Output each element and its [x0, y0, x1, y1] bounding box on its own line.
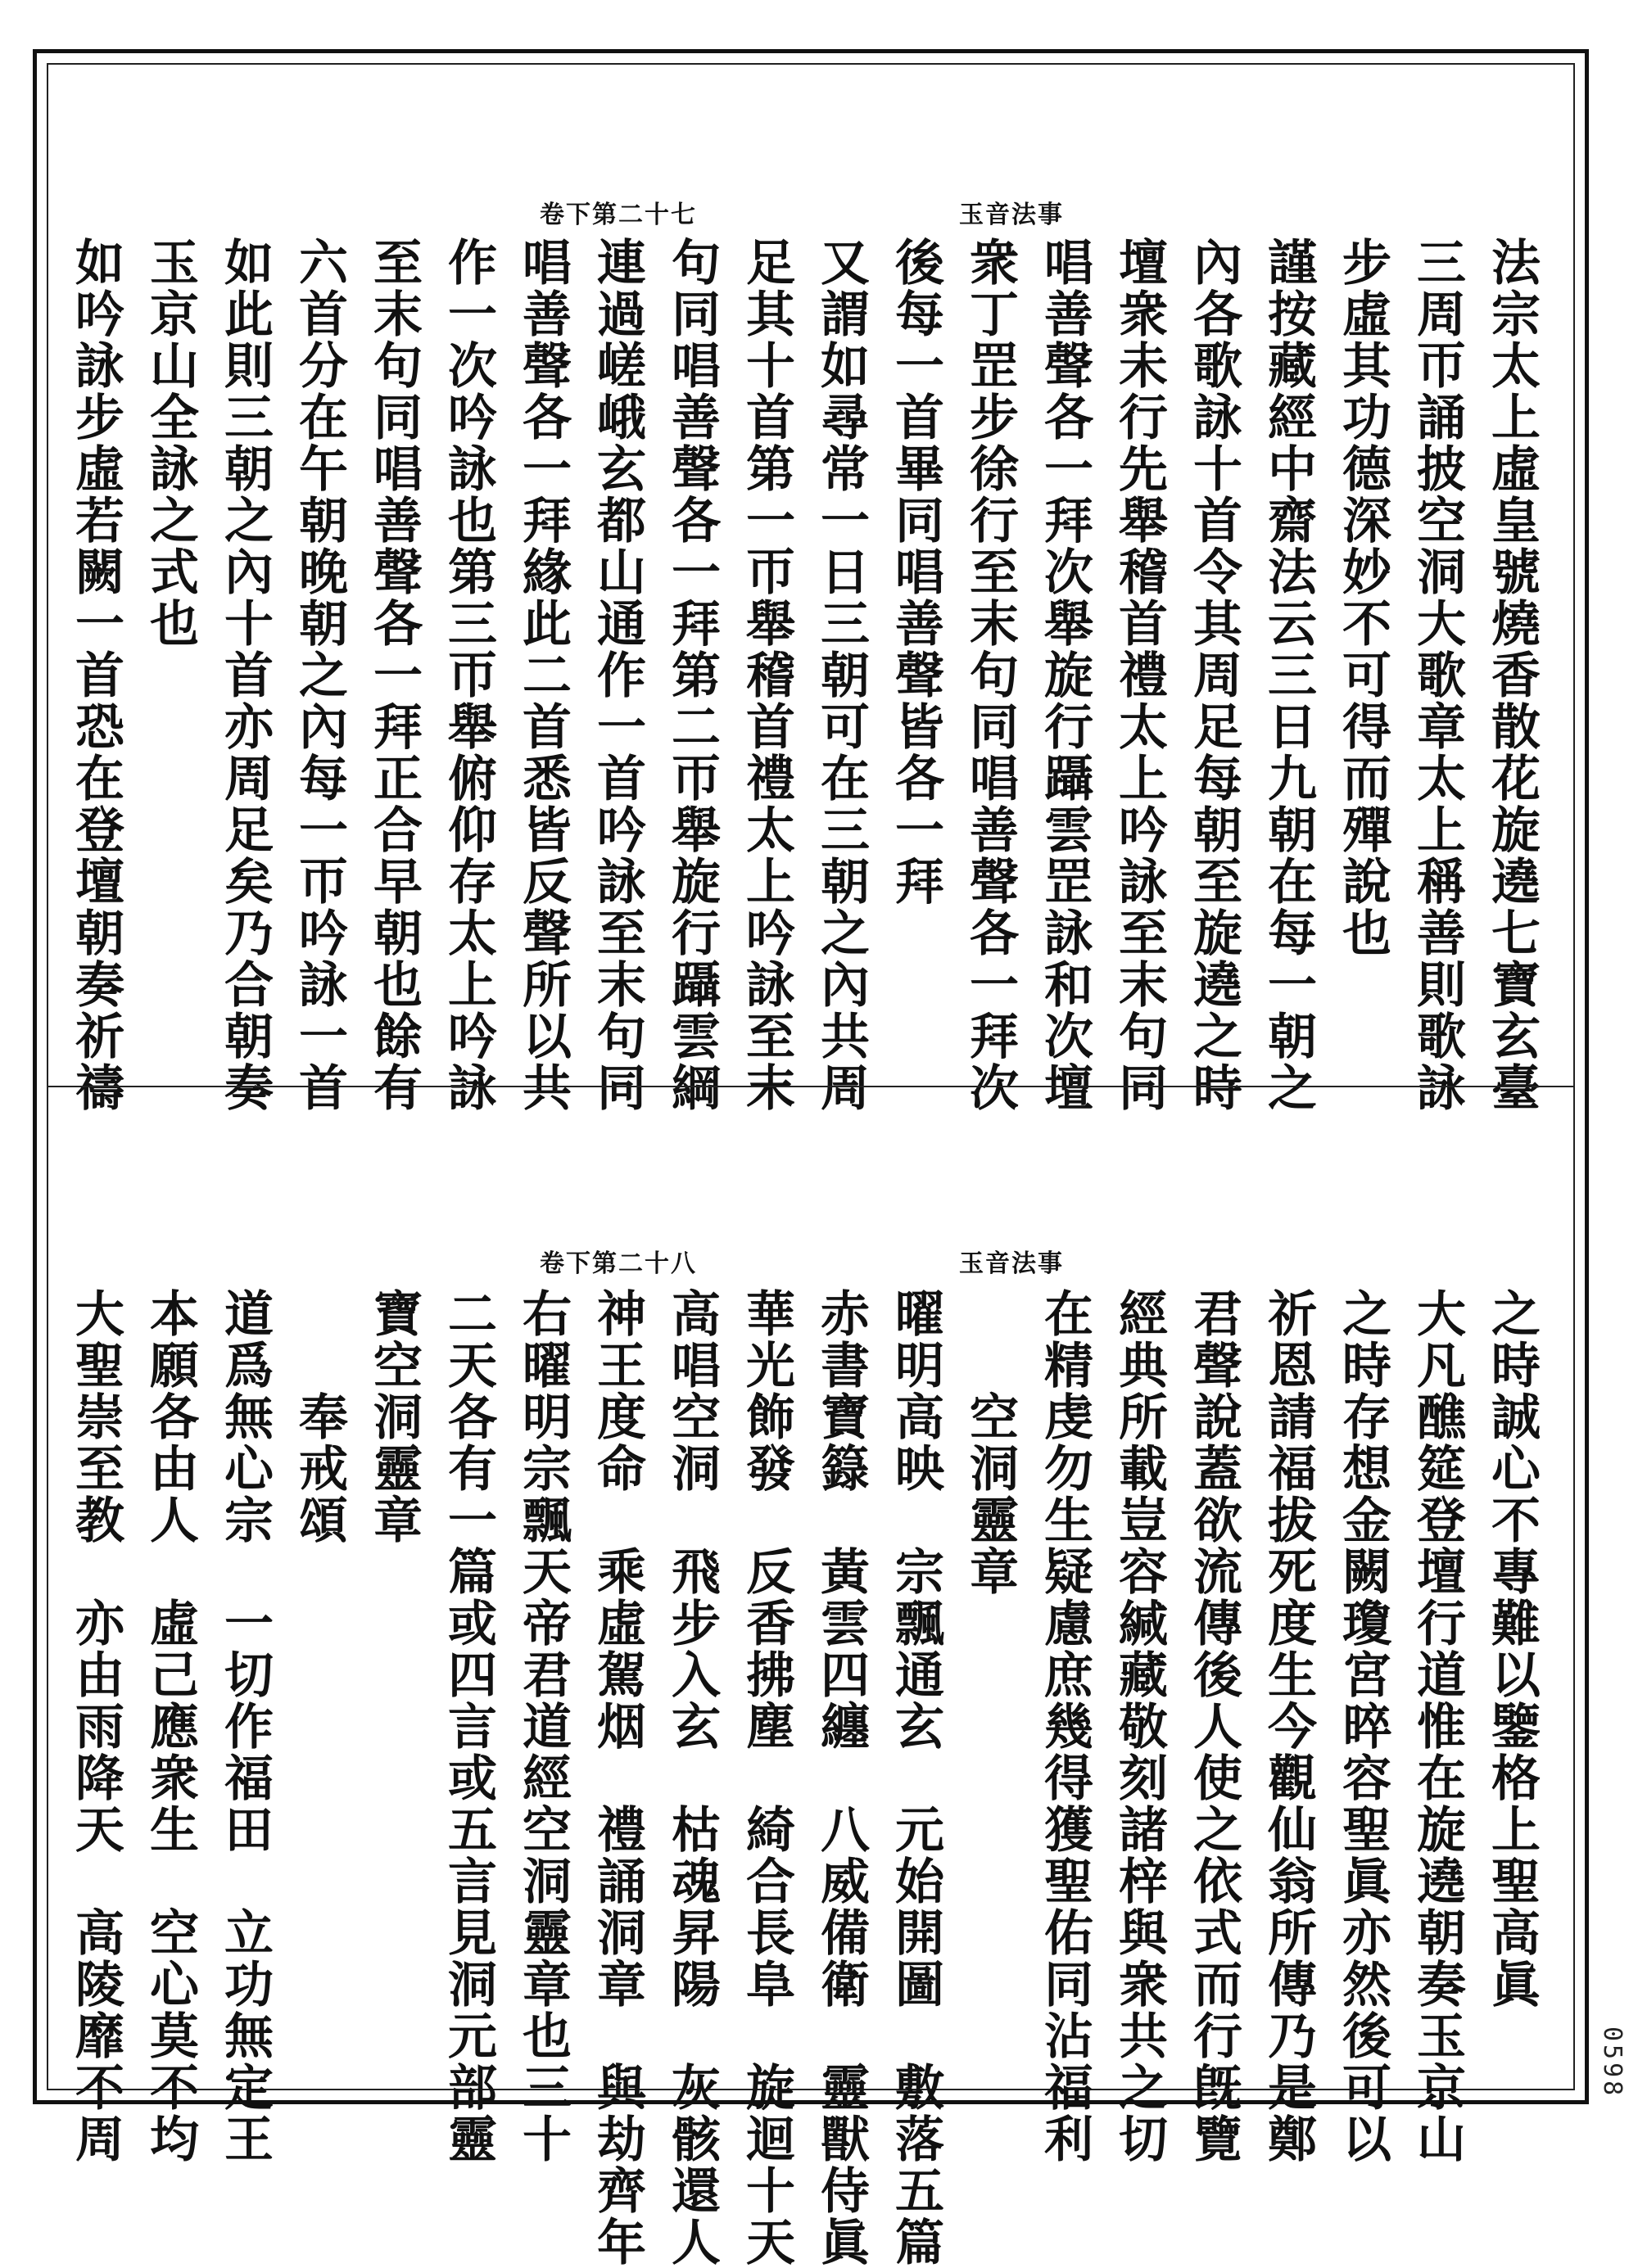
bottom-text-column: 曜明高映 宗飄通玄 元始開圖 敷落五篇: [887, 1288, 944, 2268]
top-book-title: 玉音法事: [959, 201, 1064, 229]
bottom-page-header: [540, 1243, 1064, 1279]
bottom-text-column: 寶空洞靈章: [365, 1288, 423, 1546]
bottom-text-column: 華光飾發 反香拂塵 綺合長阜 旋迴十天: [738, 1288, 795, 2268]
top-text-column: 足其十首第一帀舉稽首禮太上吟詠至末: [738, 237, 795, 1114]
top-text-column: 唱善聲各一拜緣此二首悉皆反聲所以共: [514, 237, 572, 1114]
bottom-text-column: 之時誠心不專難以鑒格上聖高眞: [1483, 1288, 1541, 2010]
top-text-column: 步虛其功德深妙不可得而殫說也: [1334, 237, 1391, 959]
bottom-text-column: 二天各有一篇或四言或五言見洞元部靈: [440, 1288, 497, 2165]
top-text-column: 又謂如尋常一日三朝可在三朝之內共周: [812, 237, 870, 1114]
bottom-text-column: 空洞靈章: [962, 1288, 1019, 1597]
top-text-column: 法宗太上虛皇號燒香散花旋遶七寶玄臺: [1483, 237, 1541, 1114]
bottom-book-title: 玉音法事: [959, 1249, 1064, 1278]
bottom-text-column: 大聖崇至教 亦由雨降天 高陵靡不周: [67, 1288, 124, 2165]
top-page-text: [67, 237, 1549, 1114]
top-text-column: 衆丁罡步徐行至末句同唱善聲各一拜次: [962, 237, 1019, 1114]
bottom-chapter-label: 卷下第二十八: [540, 1249, 697, 1278]
top-text-column: 後每一首畢同唱善聲皆各一拜: [887, 237, 944, 907]
bottom-text-column: 祈恩請福拔死度生今觀仙翁所傳乃是鄭: [1260, 1288, 1317, 2165]
bottom-text-column: 高唱空洞 飛步入玄 枯魂昇陽 灰骸還人: [663, 1288, 721, 2268]
top-text-column: 謹按藏經中齋法云三日九朝在每一朝之: [1260, 237, 1317, 1114]
page-number: 0598: [1598, 2026, 1627, 2099]
bottom-text-column: 神王度命 乘虛駕烟 禮誦洞章 與劫齊年: [589, 1288, 646, 2268]
top-text-column: 六首分在午朝晚朝之內每一帀吟詠一首: [291, 237, 348, 1114]
top-text-column: 壇衆未行先舉稽首禮太上吟詠至末句同: [1111, 237, 1168, 1114]
bottom-page-text: [67, 1288, 1549, 2268]
bottom-text-column: 在精虔勿生疑慮庶幾得獲聖佑同沾福利: [1036, 1288, 1093, 2165]
top-chapter-label: 卷下第二十七: [540, 201, 697, 229]
top-text-column: 如此則三朝之內十首亦周足矣乃合朝奏: [216, 237, 274, 1114]
top-text-column: 連過嵯峨玄都山通作一首吟詠至末句同: [589, 237, 646, 1114]
bottom-text-column: 君聲說蓋欲流傳後人使之依式而行旣覽: [1185, 1288, 1242, 2165]
bottom-text-column: 道爲無心宗 一切作福田 立功無定王: [216, 1288, 274, 2165]
bottom-text-column: 右曜明宗飄天帝君道經空洞靈章也三十: [514, 1288, 572, 2165]
top-text-column: 唱善聲各一拜次舉旋行躡雲罡詠和次壇: [1036, 237, 1093, 1114]
top-text-column: 如吟詠步虛若闕一首恐在登壇朝奏祈禱: [67, 237, 124, 1114]
top-page-header: [540, 194, 1064, 230]
top-text-column: 內各歌詠十首令其周足每朝至旋遶之時: [1185, 237, 1242, 1114]
bottom-text-column: 奉戒頌: [291, 1288, 348, 1546]
top-page: [48, 65, 1573, 1114]
bottom-text-column: 赤書寶籙 黃雲四纏 八威備衛 靈獸侍眞: [812, 1288, 870, 2268]
top-text-column: 作一次吟詠也第三帀舉俯仰存太上吟詠: [440, 237, 497, 1114]
top-text-column: 三周帀誦披空洞大歌章太上稱善則歌詠: [1409, 237, 1466, 1114]
top-text-column: 玉京山全詠之式也: [142, 237, 199, 649]
bottom-text-column: 大凡醮筵登壇行道惟在旋遶朝奏玉京山: [1409, 1288, 1466, 2165]
top-text-column: 句同唱善聲各一拜第二帀舉旋行躡雲綱: [663, 237, 721, 1114]
bottom-text-column: 之時存想金闕瓊宮晬容聖眞亦然後可以: [1334, 1288, 1391, 2165]
bottom-text-column: 經典所載豈容緘藏敬刻諸梓與衆共之切: [1111, 1288, 1168, 2165]
inner-border: [47, 63, 1575, 2268]
bottom-text-column: 本願各由人 虛己應衆生 空心莫不均: [142, 1288, 199, 2165]
top-text-column: 至末句同唱善聲各一拜正合早朝也餘有: [365, 237, 423, 1114]
page-frame: [33, 49, 1589, 2268]
bottom-page: [48, 1087, 1573, 2268]
